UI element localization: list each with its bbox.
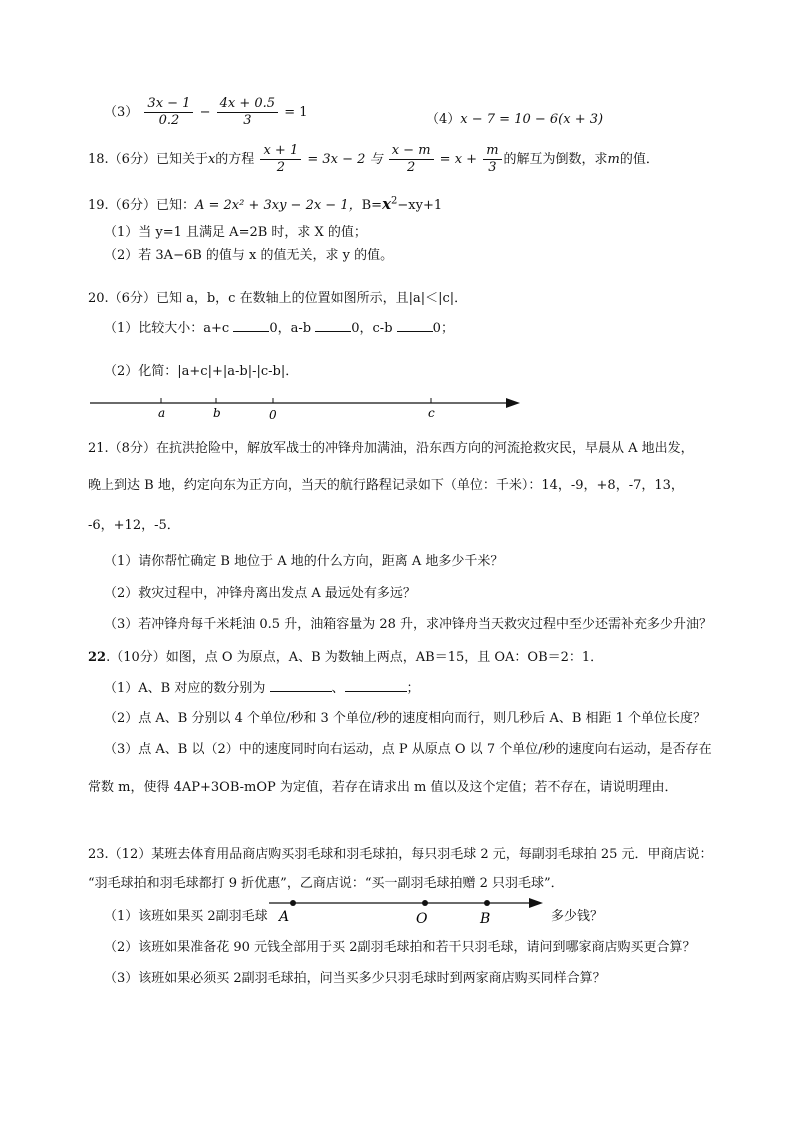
q21-line3: -6，+12，-5． <box>88 518 180 533</box>
q17-fraction-2 <box>217 96 278 129</box>
q17-part4-label: （4） <box>426 112 461 127</box>
q20-blank-3[interactable] <box>397 319 433 332</box>
q17-part3-label: （3） <box>104 105 139 120</box>
q18-text-4: 的解互为倒数，求 <box>503 152 608 167</box>
q17-part4 <box>426 108 603 127</box>
q21-sub2: （2）救灾过程中，冲锋舟离出发点 A 最远处有多远？ <box>104 586 416 601</box>
q18-fraction-2 <box>389 143 434 176</box>
q17-f2-denominator: 3 <box>243 113 252 128</box>
q22-sub1-end: ； <box>406 681 420 696</box>
q18-text-3: = x + <box>439 152 478 167</box>
q21-sub1: （1）请你帮忙确定 B 地位于 A 地的什么方向，距离 A 地多少千米？ <box>104 554 504 569</box>
q18-head: 18.（6分）已知关于 <box>88 152 208 167</box>
q22-blank-a[interactable] <box>270 679 332 692</box>
q18-text-5: 的值． <box>619 152 659 167</box>
q17-rhs: = 1 <box>284 105 308 120</box>
q19-b-exponent: 2 <box>391 195 398 207</box>
q20-label-a: a <box>158 406 166 420</box>
q20-head: 20.（6分）已知 a，b，c 在数轴上的位置如图所示，且|a|＜|c|． <box>88 291 468 306</box>
q23-sub1-a: （1）该班如果买 2副羽毛球 <box>104 909 268 924</box>
q22-sub3: （3）点 A、B 以（2）中的速度同时向右运动，点 P 从原点 O 以 7 个单位/秒的速度向右运动，是否存在 <box>104 742 712 757</box>
q22-point-b <box>484 900 490 906</box>
q23-sub1-b: 多少钱？ <box>551 909 604 924</box>
q22-sub1-text: （1）A、B 对应的数分别为 <box>104 681 266 696</box>
q20-number-line <box>86 390 526 422</box>
q20-expr-3: 0，c-b <box>351 321 393 336</box>
q17-fraction-1 <box>144 96 193 129</box>
q20-expr-4: 0； <box>432 321 454 336</box>
q21-line1: 21.（8分）在抗洪抢险中，解放军战士的冲锋舟加满油，沿东西方向的河流抢救灾民，早晨从 A 地出发， <box>88 441 694 456</box>
q20-label-c: c <box>428 406 435 420</box>
q19-sub2: （2）若 3A−6B 的值与 x 的值无关，求 y 的值。 <box>104 248 394 263</box>
q22-sub3-cont: 常数 m，使得 4AP+3OB-mOP 为定值，若存在请求出 m 值以及这个定值；若不存在，请说明理由． <box>88 780 678 795</box>
q22-label-a: A <box>279 909 290 925</box>
q18-text-2: = 3x − 2 与 <box>307 152 383 167</box>
q22-head-line <box>88 646 603 665</box>
q17-part4-equation: x − 7 = 10 − 6(x + 3) <box>460 112 604 127</box>
q18-f1-denominator: 2 <box>276 160 285 175</box>
q19-a-expression: A = 2x² + 3xy − 2x − 1， <box>194 198 362 213</box>
q22-head: .（10分）如图，点 O 为原点，A、B 为数轴上两点，AB＝15，且 OA：OB＝2：1． <box>106 650 604 665</box>
q20-expr-1: a+c <box>203 321 230 336</box>
q20-sub1-prefix: （1）比较大小： <box>104 321 204 336</box>
q18-var-m: m <box>607 152 620 167</box>
q18-fraction-3 <box>483 143 501 176</box>
q18-var-x: x <box>207 152 216 167</box>
q18-fraction-1 <box>260 143 301 176</box>
q22-number: 22 <box>88 650 107 665</box>
q17-f1-numerator: 3x − 1 <box>144 96 193 113</box>
q18-f2-numerator: x − m <box>389 143 434 160</box>
q22-number-line <box>265 893 555 927</box>
q19-sub1: （1）当 y=1 且满足 A=2B 时，求 X 的值； <box>104 225 367 240</box>
q22-point-a <box>290 900 296 906</box>
q19-head: 19.（6分）已知： <box>88 198 195 213</box>
q21-line2: 晚上到达 B 地，约定向东为正方向，当天的航行路程记录如下（单位：千米）：14，-9，+8，-7，13， <box>88 478 684 493</box>
q18-line <box>88 143 659 176</box>
q20-label-b: b <box>213 406 221 420</box>
q19-b-x: x <box>382 195 392 213</box>
q17-minus: − <box>199 105 211 120</box>
q18-f3-denominator: 3 <box>488 160 497 175</box>
q22-point-o <box>422 900 428 906</box>
q20-sub1 <box>104 317 454 336</box>
q20-expr-2: 0，a-b <box>269 321 312 336</box>
q19-b-rest: −xy+1 <box>397 198 443 213</box>
q20-axis-arrow <box>506 398 520 408</box>
q20-blank-1[interactable] <box>233 319 269 332</box>
q19-b-prefix: B= <box>361 198 383 213</box>
q23-line1: 23.（12）某班去体育用品商店购买羽毛球和羽毛球拍，每只羽毛球 2 元，每副羽毛球拍 25 元．甲商店说： <box>88 847 713 862</box>
q17-part3 <box>104 96 308 129</box>
q23-sub3: （3）该班如果必须买 2副羽毛球拍，问当买多少只羽毛球时到两家商店购买同样合算？ <box>104 971 606 986</box>
q21-sub3: （3）若冲锋舟每千米耗油 0.5 升，油箱容量为 28 升，求冲锋舟当天救灾过程中至少还需补充多少升油？ <box>104 617 713 632</box>
q22-sub2: （2）点 A、B 分别以 4 个单位/秒和 3 个单位/秒的速度相向而行，则几秒后 A、B 相距 1 个单位长度？ <box>104 711 707 726</box>
q23-line2: “羽毛球拍和羽毛球都打 9 折优惠”，乙商店说：“买一副羽毛球拍赠 2 只羽毛球”． <box>88 876 564 891</box>
q18-f2-denominator: 2 <box>406 160 416 175</box>
q20-label-0: 0 <box>269 408 277 422</box>
q20-sub2: （2）化简：|a+c|+|a-b|-|c-b|． <box>104 364 299 379</box>
q18-f3-numerator: m <box>483 143 501 160</box>
q22-blank-b[interactable] <box>345 679 407 692</box>
q22-axis-arrow <box>529 898 543 908</box>
q22-label-o: O <box>416 911 428 927</box>
q23-sub2: （2）该班如果准备花 90 元钱全部用于买 2副羽毛球拍和若干只羽毛球，请问到哪家商店购买更合算？ <box>104 940 696 955</box>
q22-sub1-sep: 、 <box>331 681 345 696</box>
q20-blank-2[interactable] <box>315 319 351 332</box>
q22-sub1 <box>104 677 420 696</box>
q22-label-b: B <box>480 911 491 927</box>
q19-head-line <box>88 194 442 213</box>
q17-f2-numerator: 4x + 0.5 <box>217 96 278 113</box>
q17-f1-denominator: 0.2 <box>158 113 180 128</box>
q18-text-1: 的方程 <box>215 152 255 167</box>
q18-f1-numerator: x + 1 <box>260 143 301 160</box>
